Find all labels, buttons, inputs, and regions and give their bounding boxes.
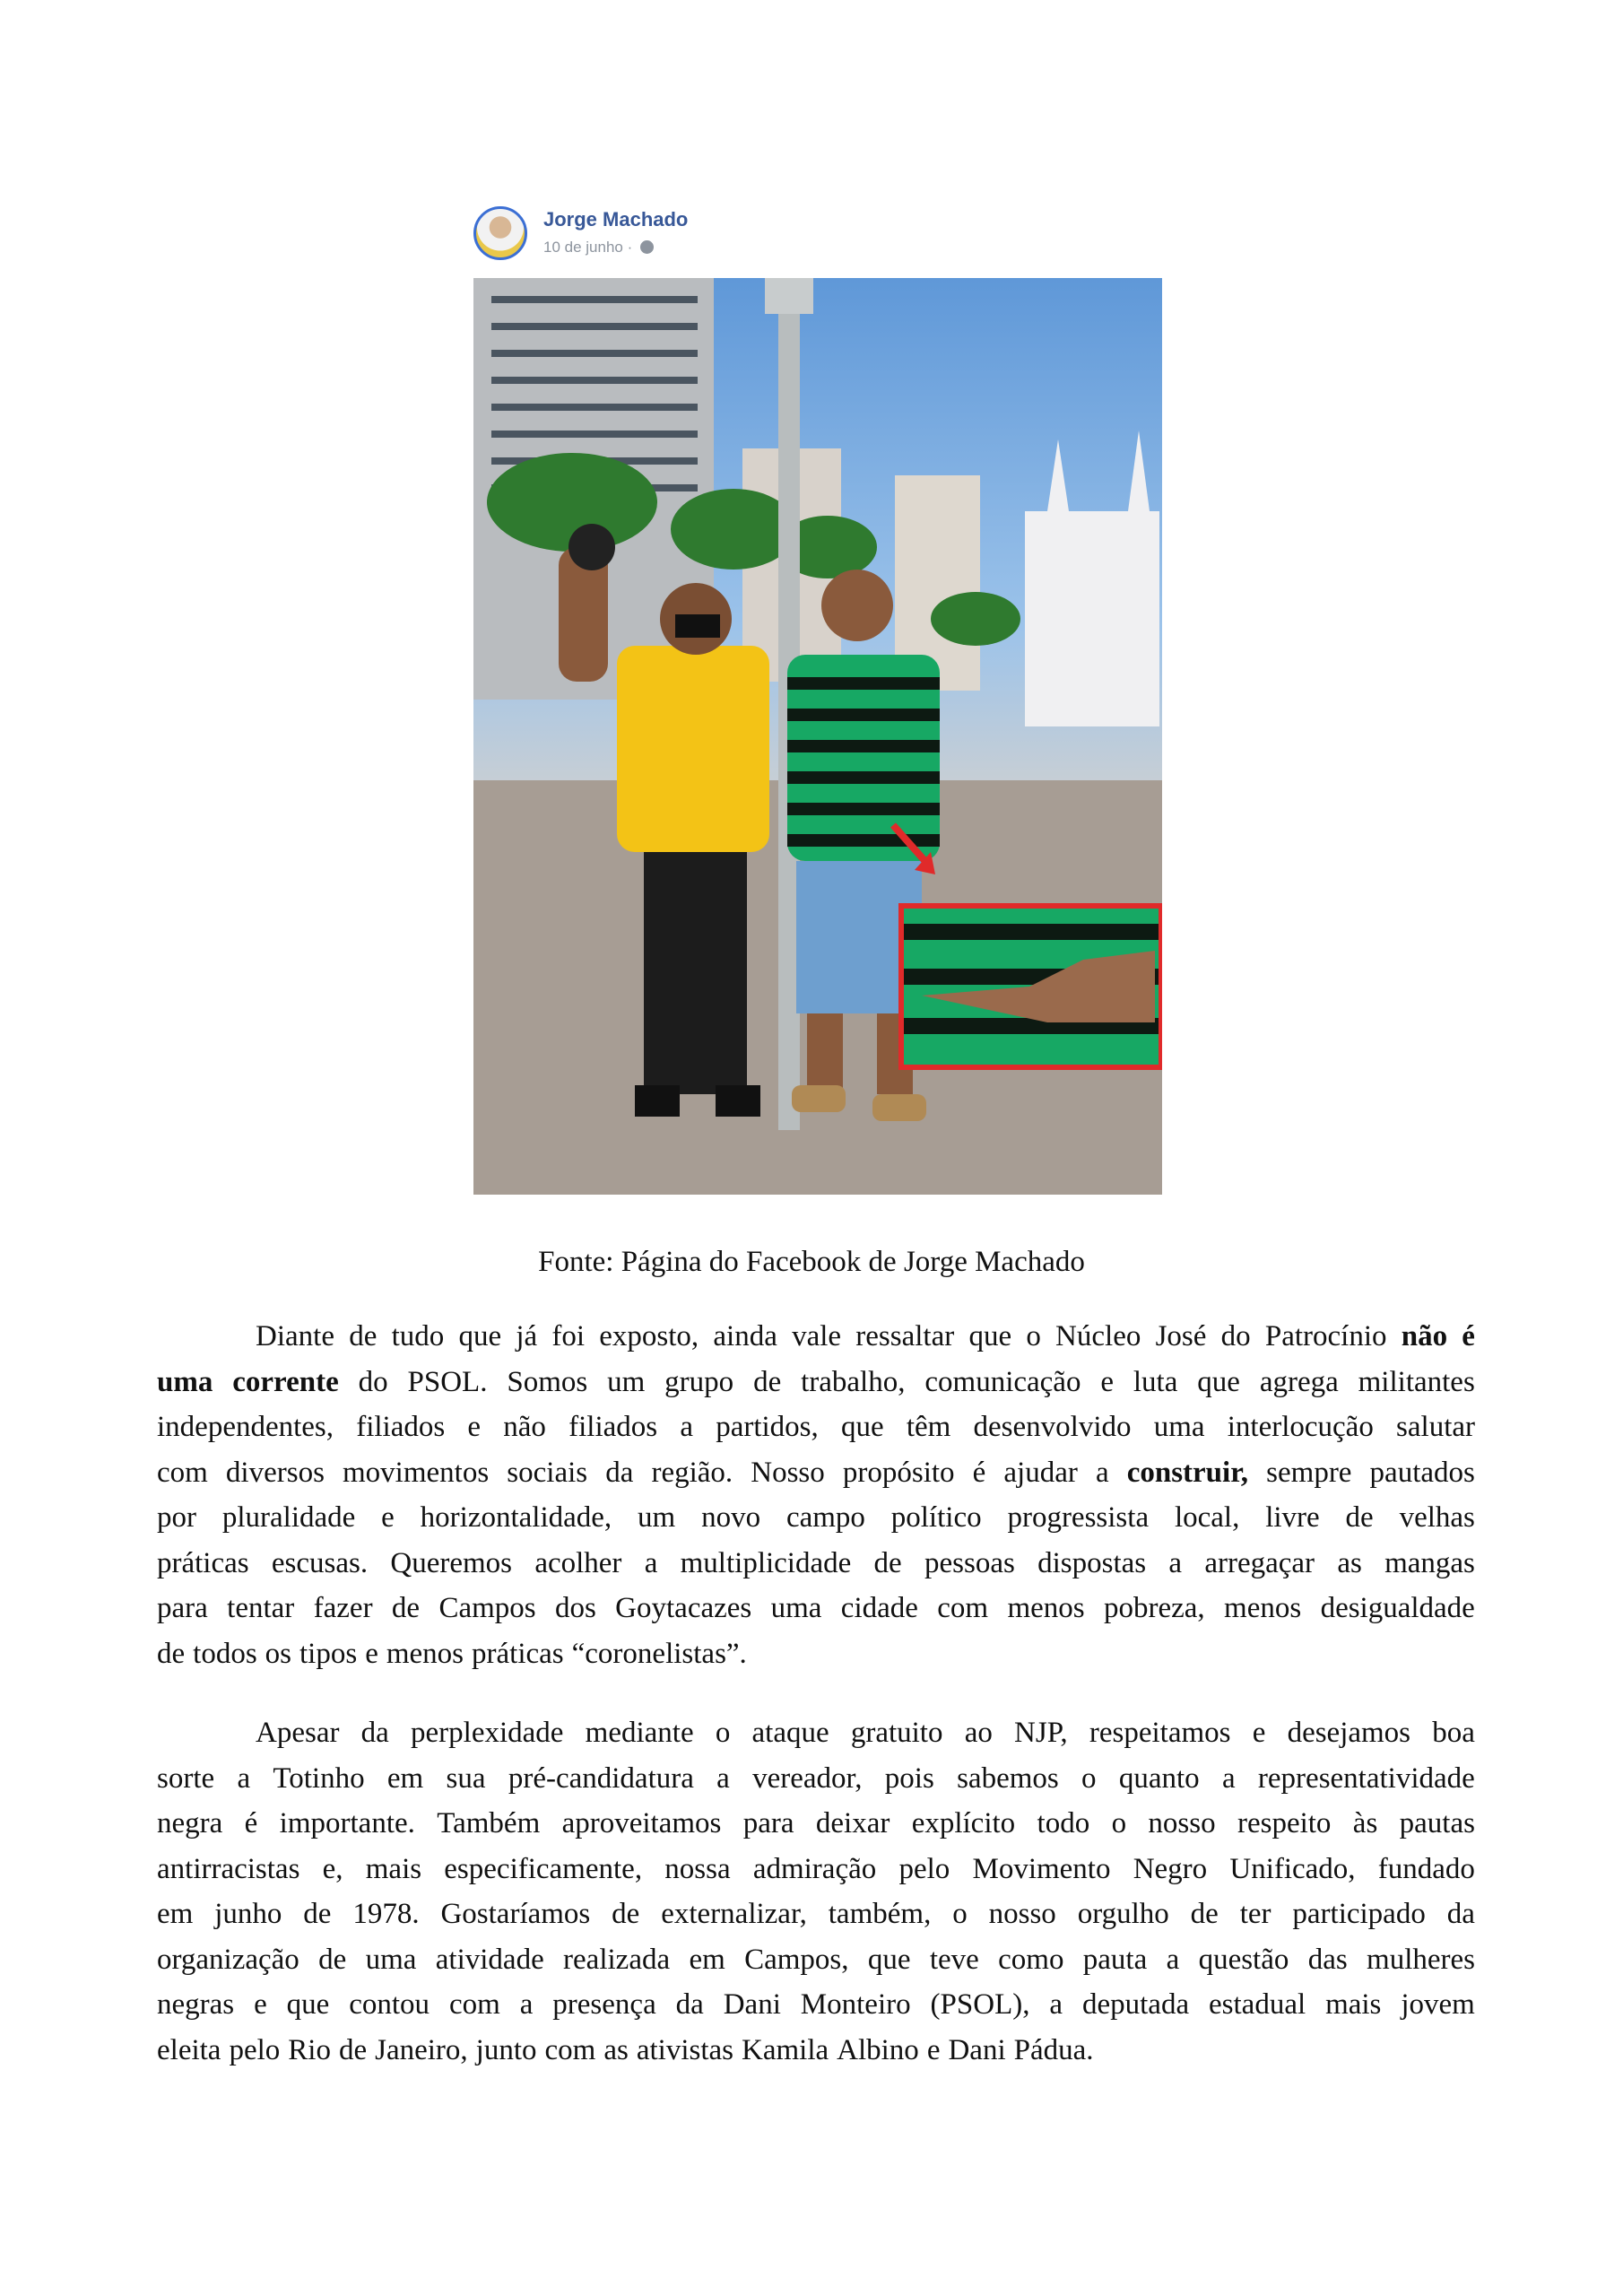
word: Unificado,	[1229, 1852, 1356, 1885]
word: que	[968, 1320, 1012, 1352]
word: importante.	[279, 1807, 415, 1839]
paragraph-1	[157, 1314, 1475, 1676]
word: como	[998, 1943, 1064, 1976]
word: contou	[349, 1988, 430, 2021]
word: participado	[1292, 1898, 1426, 1930]
word: interlocução	[1227, 1411, 1374, 1443]
word: uma	[770, 1592, 822, 1624]
word: é	[1462, 1320, 1475, 1352]
word: de	[873, 1546, 902, 1579]
word: Negro	[1133, 1852, 1208, 1885]
word: não	[503, 1411, 546, 1443]
word: para	[157, 1592, 208, 1624]
word: também,	[828, 1898, 932, 1930]
word: vereador,	[752, 1761, 863, 1795]
word: partidos,	[716, 1411, 819, 1443]
word: horizontalidade,	[420, 1501, 612, 1534]
word: a	[1095, 1456, 1109, 1489]
word: de	[391, 1592, 421, 1624]
word: com	[937, 1592, 989, 1624]
paragraph-2	[157, 1710, 1475, 2073]
word: da	[605, 1456, 634, 1489]
word: Totinho	[273, 1761, 365, 1795]
word: PSOL.	[407, 1365, 488, 1398]
word: o	[1026, 1320, 1041, 1352]
word: ressaltar	[855, 1320, 955, 1352]
word: a	[644, 1546, 658, 1579]
word: desejamos	[1287, 1717, 1411, 1749]
word: um	[607, 1365, 646, 1398]
word: representatividade	[1257, 1761, 1475, 1795]
word: têm	[906, 1411, 951, 1443]
word: externalizar,	[661, 1898, 807, 1930]
word: de	[303, 1898, 332, 1930]
word: as	[603, 2033, 629, 2066]
word: pelo	[229, 2033, 281, 2066]
word: militantes	[1358, 1365, 1475, 1398]
word: ataque	[751, 1717, 829, 1749]
word: a	[1166, 1943, 1180, 1976]
word: junho	[214, 1898, 282, 1930]
word: pautas	[1399, 1807, 1475, 1839]
word: de	[753, 1365, 782, 1398]
word: em	[157, 1898, 194, 1930]
word: tipos	[299, 1637, 358, 1670]
word: a	[716, 1761, 730, 1795]
word: salutar	[1396, 1411, 1475, 1443]
word: quanto	[1118, 1761, 1200, 1795]
word: multiplicidade	[680, 1546, 852, 1579]
word: Patrocínio	[1264, 1320, 1387, 1352]
word: é	[972, 1456, 986, 1489]
word: práticas	[157, 1546, 249, 1579]
word: orgulho	[1077, 1898, 1169, 1930]
word: e	[467, 1411, 482, 1443]
word: questão	[1198, 1943, 1289, 1976]
word: Campos	[438, 1592, 536, 1624]
word: Albino	[837, 2033, 919, 2066]
word: às	[1352, 1807, 1378, 1839]
word: já	[516, 1320, 538, 1352]
word: as	[1337, 1546, 1362, 1579]
word: vale	[792, 1320, 842, 1352]
word: menos	[1224, 1592, 1302, 1624]
word: trabalho,	[801, 1365, 906, 1398]
word: mangas	[1384, 1546, 1475, 1579]
word: a	[1168, 1546, 1183, 1579]
word: com	[544, 2033, 596, 2066]
word: sorte	[157, 1761, 215, 1795]
word: Somos	[507, 1365, 588, 1398]
word: não	[1401, 1320, 1448, 1352]
text-line	[157, 1450, 1475, 1496]
word: a	[519, 1988, 534, 2021]
word: mais	[365, 1852, 422, 1885]
word: progressista	[1007, 1501, 1150, 1534]
word: e	[926, 2033, 941, 2066]
word: de	[349, 1320, 378, 1352]
text-line	[157, 1405, 1475, 1450]
word: livre	[1265, 1501, 1320, 1534]
word: da	[675, 1988, 704, 2021]
word: foi	[551, 1320, 586, 1352]
word: presença	[552, 1988, 656, 2021]
word: nosso	[988, 1898, 1056, 1930]
word: de	[1345, 1501, 1374, 1534]
word: respeito	[1237, 1807, 1332, 1839]
word: Campos,	[744, 1943, 849, 1976]
word: ao	[964, 1717, 993, 1749]
word: “coronelistas”.	[571, 1637, 747, 1670]
word: luta	[1133, 1365, 1178, 1398]
word: sabemos	[957, 1761, 1059, 1795]
word: respeitamos	[1089, 1717, 1231, 1749]
word: mais	[1325, 1988, 1382, 2021]
word: o	[1081, 1761, 1097, 1795]
word: pessoas	[924, 1546, 1015, 1579]
word: independentes,	[157, 1411, 334, 1443]
word: pelo	[898, 1852, 950, 1885]
word: Janeiro,	[375, 2033, 468, 2066]
word: Kamila	[742, 2033, 829, 2066]
word: práticas	[472, 1637, 564, 1670]
word: que	[286, 1988, 330, 2021]
cathedral	[1025, 430, 1159, 726]
word: ativistas	[636, 2033, 733, 2066]
word: propósito	[842, 1456, 955, 1489]
word: (PSOL),	[930, 1988, 1030, 2021]
word: por	[157, 1501, 196, 1534]
word: sociais	[507, 1456, 588, 1489]
word: eleita	[157, 2033, 221, 2066]
word: explícito	[911, 1807, 1016, 1839]
word: de	[1190, 1898, 1219, 1930]
text-line	[157, 1756, 1475, 1802]
word: Núcleo	[1055, 1320, 1141, 1352]
word: os	[265, 1637, 292, 1670]
word: o	[715, 1717, 731, 1749]
word: Goytacazes	[615, 1592, 752, 1624]
text-line	[157, 1314, 1475, 1360]
text-line	[157, 1541, 1475, 1587]
word: ajudar	[1003, 1456, 1078, 1489]
text-line	[157, 1892, 1475, 1937]
word: novo	[701, 1501, 761, 1534]
word: Dani	[948, 2033, 1006, 2066]
word: especificamente,	[444, 1852, 643, 1885]
author-avatar[interactable]	[473, 206, 527, 260]
word: ainda	[713, 1320, 777, 1352]
word: e	[254, 1988, 267, 2021]
zoom-inset	[901, 906, 1161, 1067]
word: a	[680, 1411, 693, 1443]
word: de	[338, 2033, 368, 2066]
word: para	[742, 1807, 794, 1839]
post-photo	[473, 278, 1162, 1195]
word: deixar	[815, 1807, 890, 1839]
word: Pádua.	[1013, 2033, 1094, 2066]
word: fazer	[313, 1592, 373, 1624]
word: pobreza,	[1103, 1592, 1205, 1624]
word: realizada	[563, 1943, 671, 1976]
word: José	[1155, 1320, 1207, 1352]
word: Nosso	[751, 1456, 825, 1489]
word: o	[952, 1898, 968, 1930]
word: é	[244, 1807, 258, 1839]
text-line	[157, 1982, 1475, 2028]
word: negra	[157, 1807, 223, 1839]
word: do	[1220, 1320, 1251, 1352]
word: atividade	[435, 1943, 544, 1976]
word: Apesar	[256, 1717, 340, 1749]
word: e	[365, 1637, 378, 1670]
facebook-post-header	[473, 204, 1101, 267]
word: cidade	[840, 1592, 918, 1624]
word: o	[1111, 1807, 1127, 1839]
word: corrente	[232, 1365, 339, 1398]
word: todo	[1037, 1807, 1090, 1839]
text-line	[157, 1360, 1475, 1405]
text-line	[157, 1495, 1475, 1541]
word: Também	[437, 1807, 541, 1839]
word: do	[358, 1365, 388, 1398]
word: dos	[554, 1592, 596, 1624]
word: da	[360, 1717, 389, 1749]
word: de	[157, 1637, 186, 1670]
word: 1978.	[352, 1898, 420, 1930]
text-line	[157, 1801, 1475, 1847]
word: sua	[446, 1761, 486, 1795]
word: pautados	[1369, 1456, 1475, 1489]
word: agrega	[1259, 1365, 1339, 1398]
word: perplexidade	[411, 1717, 564, 1749]
word: da	[1446, 1898, 1475, 1930]
word: estadual	[1209, 1988, 1306, 2021]
word: negras	[157, 1988, 235, 2021]
author-name[interactable]: Jorge Machado	[543, 208, 689, 230]
word: mulheres	[1367, 1943, 1475, 1976]
word: pauta	[1082, 1943, 1148, 1976]
word: gratuito	[850, 1717, 943, 1749]
word: a	[1049, 1988, 1063, 2021]
word: e,	[322, 1852, 343, 1885]
word: menos	[386, 1637, 464, 1670]
word: uma	[1153, 1411, 1205, 1443]
photo-caption: Fonte: Página do Facebook de Jorge Machado	[538, 1246, 1085, 1278]
word: uma	[157, 1365, 213, 1398]
word: com	[157, 1456, 208, 1489]
word: e	[381, 1501, 395, 1534]
word: que	[1197, 1365, 1240, 1398]
word: antirracistas	[157, 1852, 300, 1885]
word: de	[318, 1943, 347, 1976]
word: em	[386, 1761, 424, 1795]
word: tudo	[391, 1320, 445, 1352]
word: NJP,	[1014, 1717, 1068, 1749]
word: filiados	[568, 1411, 658, 1443]
word: a	[1221, 1761, 1236, 1795]
word: desenvolvido	[973, 1411, 1132, 1443]
word: em	[689, 1943, 725, 1976]
word: velhas	[1399, 1501, 1475, 1534]
post-date	[543, 239, 654, 257]
word: junto	[475, 2033, 537, 2066]
photo-illustration	[473, 278, 1162, 1195]
word: desigualdade	[1320, 1592, 1475, 1624]
word: nosso	[1148, 1807, 1216, 1839]
globe-icon	[640, 240, 654, 254]
word: tentar	[227, 1592, 295, 1624]
word: Dani	[723, 1988, 781, 2021]
text-line	[157, 1847, 1475, 1892]
word: Queremos	[390, 1546, 513, 1579]
word: jovem	[1401, 1988, 1475, 2021]
word: boa	[1432, 1717, 1475, 1749]
word: comunicação	[924, 1365, 1081, 1398]
word: Monteiro	[800, 1988, 911, 2021]
word: e	[1100, 1365, 1114, 1398]
word: local,	[1174, 1501, 1240, 1534]
word: escusas.	[271, 1546, 369, 1579]
word: organização	[157, 1943, 299, 1976]
word: admiração	[752, 1852, 877, 1885]
word: de	[612, 1898, 640, 1930]
word: campo	[785, 1501, 865, 1534]
word: que	[840, 1411, 884, 1443]
word: Rio	[288, 2033, 331, 2066]
text-line	[157, 1586, 1475, 1631]
word: mediante	[585, 1717, 694, 1749]
word: arregaçar	[1204, 1546, 1315, 1579]
word: que	[458, 1320, 502, 1352]
word: político	[890, 1501, 982, 1534]
word: pois	[884, 1761, 934, 1795]
word: grupo	[664, 1365, 734, 1398]
word: diversos	[225, 1456, 325, 1489]
word: ter	[1239, 1898, 1271, 1930]
word: menos	[1007, 1592, 1085, 1624]
word: das	[1307, 1943, 1348, 1976]
word: região.	[651, 1456, 733, 1489]
word: exposto,	[599, 1320, 699, 1352]
word: teve	[929, 1943, 979, 1976]
word: fundado	[1377, 1852, 1475, 1885]
word: acolher	[534, 1546, 622, 1579]
text-line	[157, 1631, 1475, 1677]
word: aproveitamos	[561, 1807, 722, 1839]
word: dispostas	[1037, 1546, 1147, 1579]
text-line	[157, 1937, 1475, 1983]
word: movimentos	[343, 1456, 490, 1489]
word: Diante	[256, 1320, 334, 1352]
word: todos	[193, 1637, 257, 1670]
word: nossa	[664, 1852, 731, 1885]
word: sempre	[1266, 1456, 1352, 1489]
text-line	[157, 2028, 1475, 2074]
word: que	[867, 1943, 911, 1976]
word: a	[237, 1761, 251, 1795]
word: Gostaríamos	[440, 1898, 591, 1930]
post-date-text: 10 de junho ·	[543, 239, 633, 256]
word: Movimento	[972, 1852, 1111, 1885]
word: construir,	[1126, 1456, 1249, 1489]
word: pluralidade	[221, 1501, 356, 1534]
word: com	[448, 1988, 500, 2021]
word: deputada	[1081, 1988, 1190, 2021]
word: pré-candidatura	[508, 1761, 694, 1795]
text-line	[157, 1710, 1475, 1756]
word: um	[638, 1501, 676, 1534]
word: filiados	[356, 1411, 446, 1443]
word: uma	[365, 1943, 417, 1976]
word: e	[1252, 1717, 1266, 1749]
